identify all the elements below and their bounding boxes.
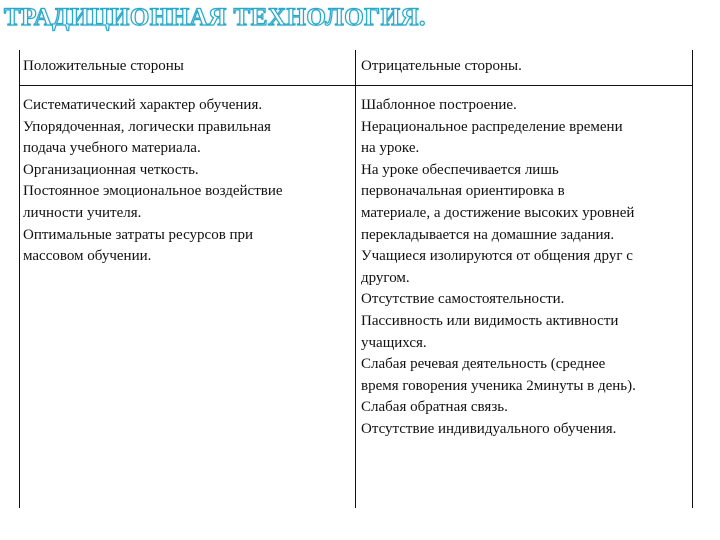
comparison-table (19, 50, 693, 508)
table-column-divider (355, 50, 356, 508)
positive-sides-text: Систематический характер обучения. Упорядоченная, логически правильная подача учебного материала. Организационная четкость. Постоянное эмоциональное воздействие личности учителя. Оптимальные затраты ресурсов при массовом обучении. (23, 97, 283, 265)
header-row-divider (19, 85, 693, 86)
header-positive: Положительные стороны (23, 58, 184, 74)
negative-sides-text: Шаблонное построение. Нерациональное распределение времени на уроке. На уроке обеспечивается лишь первоначальная ориентировка в материале, а достижение высоких уровней перекладывается на домашние задания. Учащиеся изолируются от общения друг с другом. Отсутствие самостоятельности. Пассивность или видимость активности учащихся. Слабая речевая деятельность (среднее время говорения ученика 2минуты в день). Слабая обратная связь. Отсутствие индивидуального обучения. (361, 97, 636, 437)
header-negative: Отрицательные стороны. (361, 58, 522, 74)
table-left-border (19, 50, 20, 508)
page-title: ТРАДИЦИОННАЯ ТЕХНОЛОГИЯ. (4, 4, 426, 31)
